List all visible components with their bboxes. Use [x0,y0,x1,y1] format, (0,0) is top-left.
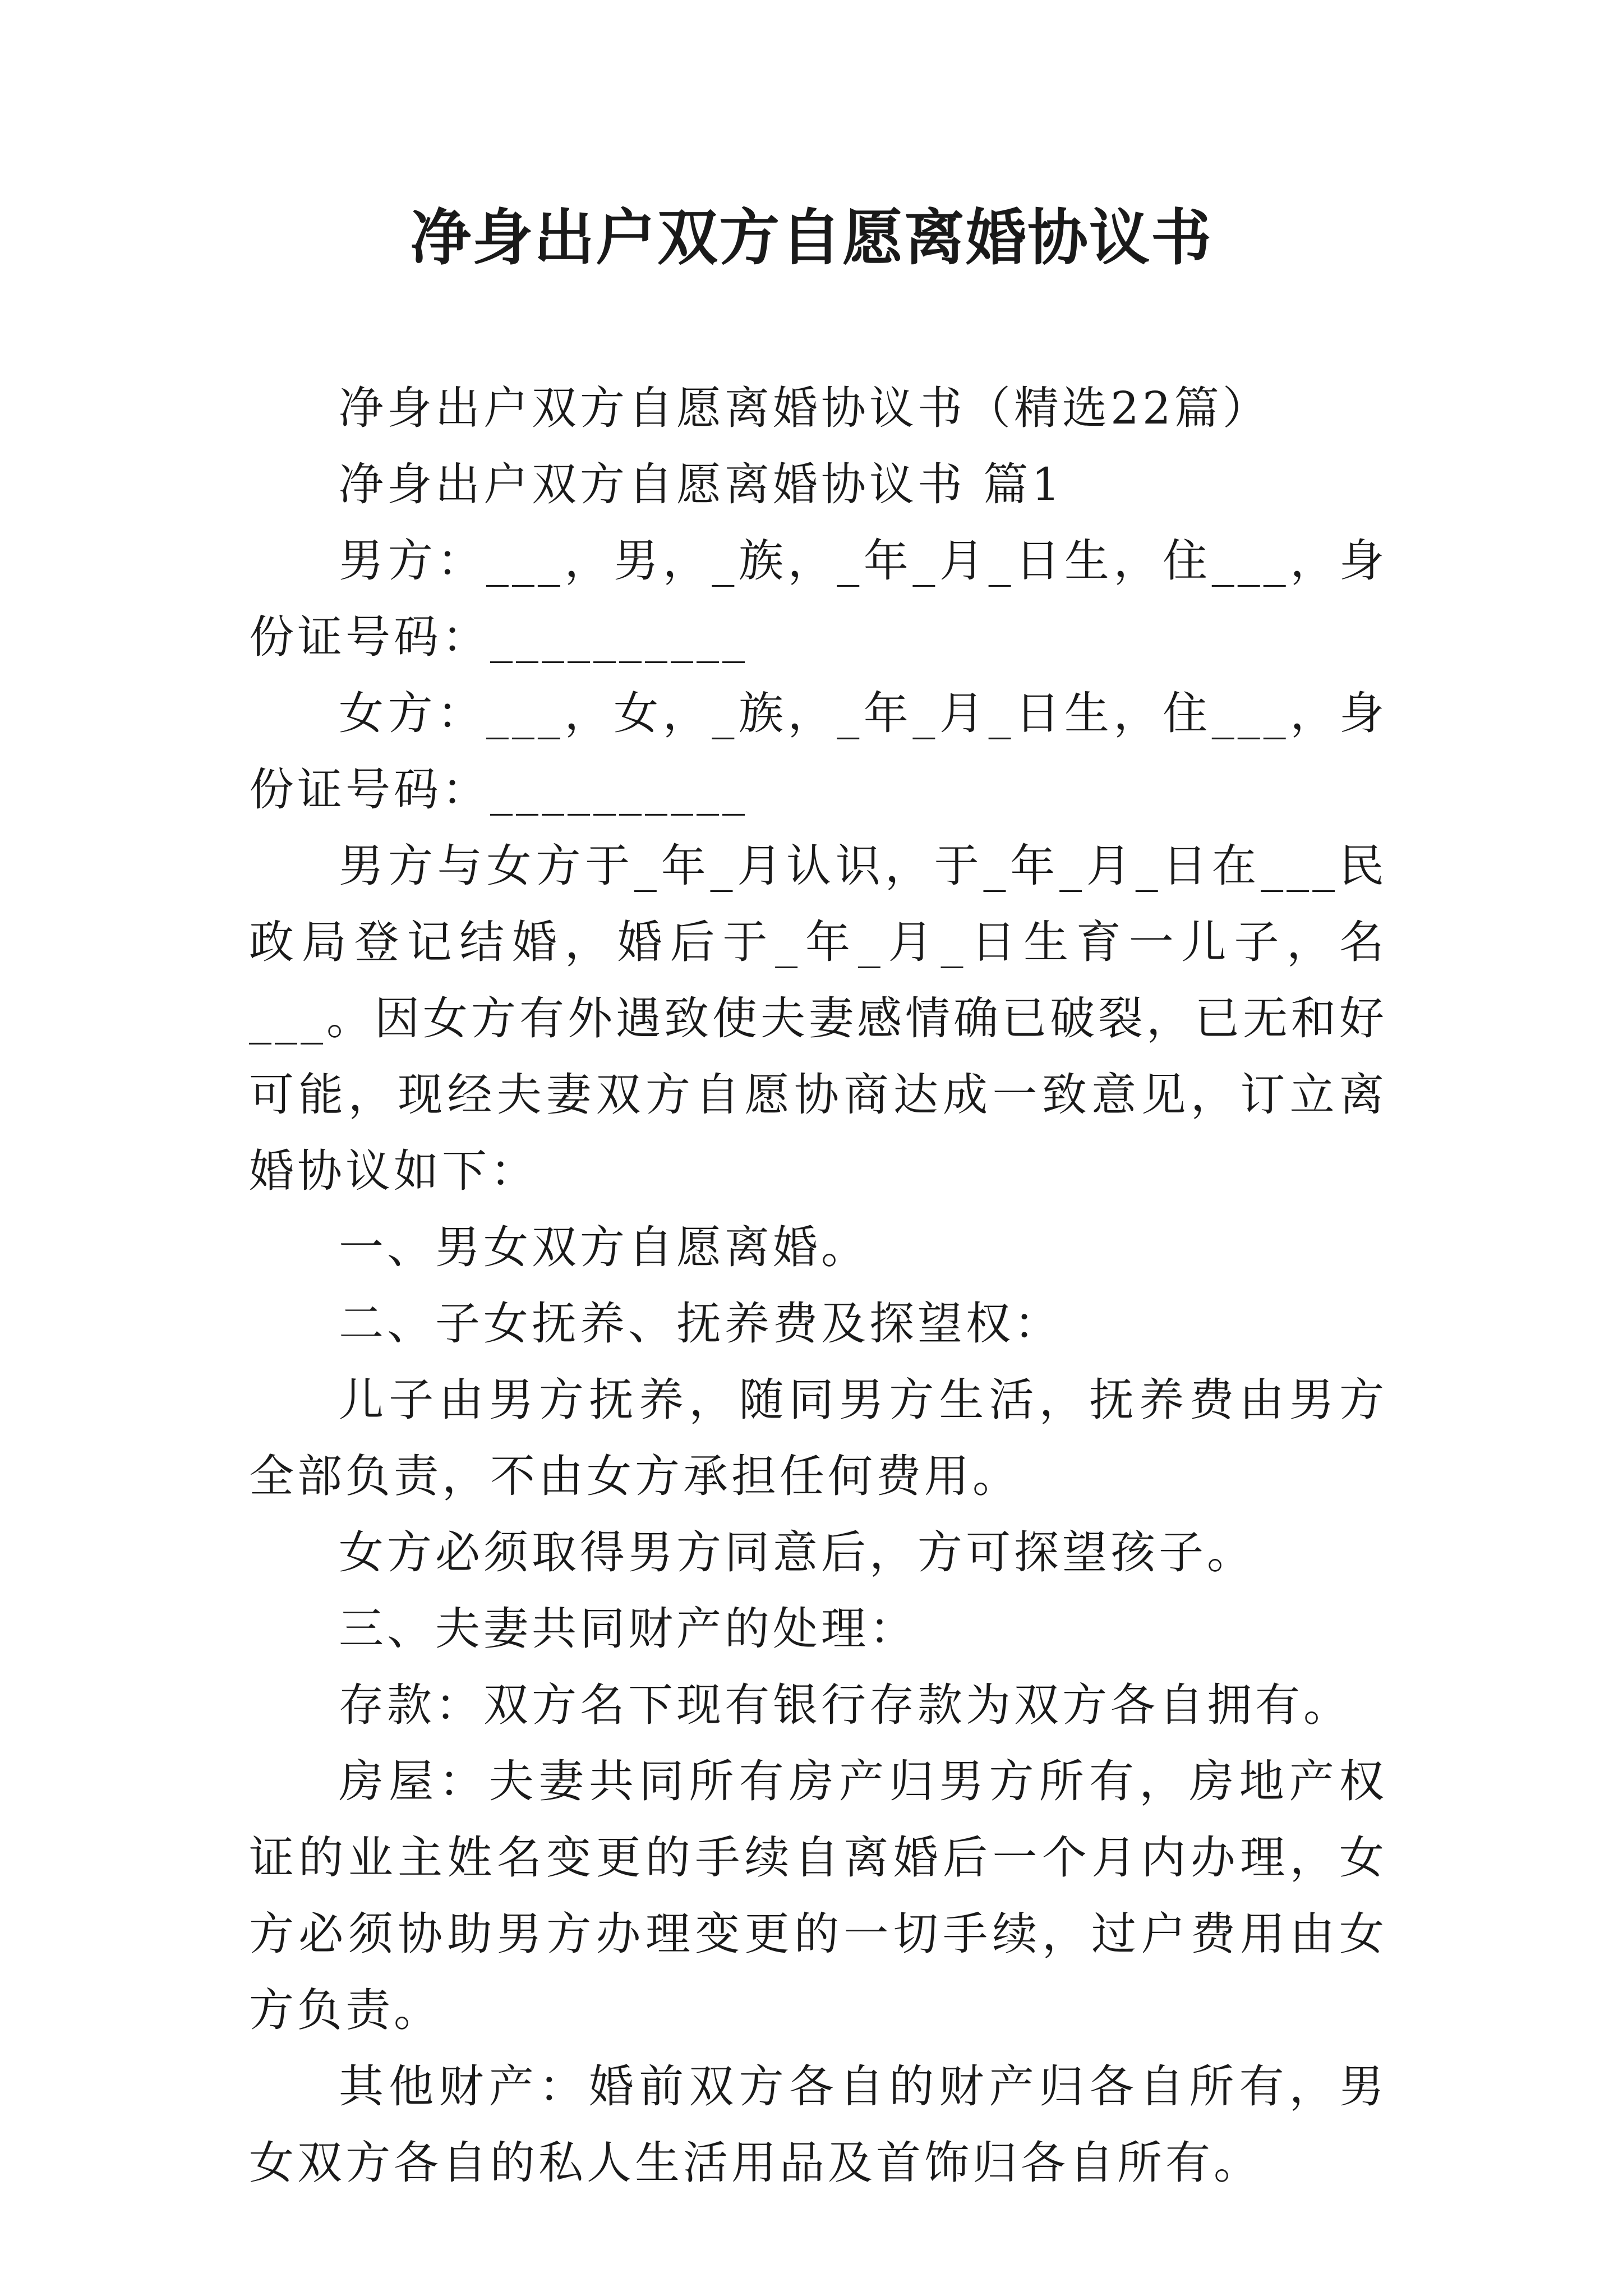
paragraph-male-party: 男方：___，男，_族，_年_月_日生，住___，身份证号码：__________ [249,535,1387,663]
paragraph-section-heading: 净身出户双方自愿离婚协议书 篇1 [339,458,1064,510]
paragraph-clause-2: 二、子女抚养、抚养费及探望权： [339,1297,1062,1350]
document-title: 净身出户双方自愿离婚协议书 [410,203,1212,273]
paragraph-visitation: 女方必须取得男方同意后，方可探望孩子。 [339,1526,1255,1579]
document-body [249,370,1387,2201]
paragraph-clause-3: 三、夫妻共同财产的处理： [339,1603,917,1655]
paragraph-housing: 房屋：夫妻共同所有房产归男方所有，房地产权证的业主姓名变更的手续自离婚后一个月内办理，女方必须协助男方办理变更的一切手续，过户费用由女方负责。 [249,1755,1387,2036]
paragraph-savings: 存款：双方名下现有银行存款为双方各自拥有。 [339,1679,1352,1731]
paragraph-clause-1: 一、男女双方自愿离婚。 [339,1221,869,1273]
paragraph-background: 男方与女方于_年_月认识，于_年_月_日在___民政局登记结婚，婚后于_年_月_日生育一儿子，名___。因女方有外遇致使夫妻感情确已破裂，已无和好可能，现经夫妻双方自愿协商达成一致意见，订立离婚协议如下： [249,840,1387,1197]
paragraph-child-custody: 儿子由男方抚养，随同男方生活，抚养费由男方全部负责，不由女方承担任何费用。 [249,1374,1387,1502]
paragraph-other-property: 其他财产：婚前双方各自的财产归各自所有，男女双方各自的私人生活用品及首饰归各自所有。 [249,2060,1387,2189]
paragraph-subtitle: 净身出户双方自愿离婚协议书（精选22篇） [339,382,1271,434]
paragraph-female-party: 女方：___，女，_族，_年_月_日生，住___，身份证号码：__________ [249,687,1387,816]
